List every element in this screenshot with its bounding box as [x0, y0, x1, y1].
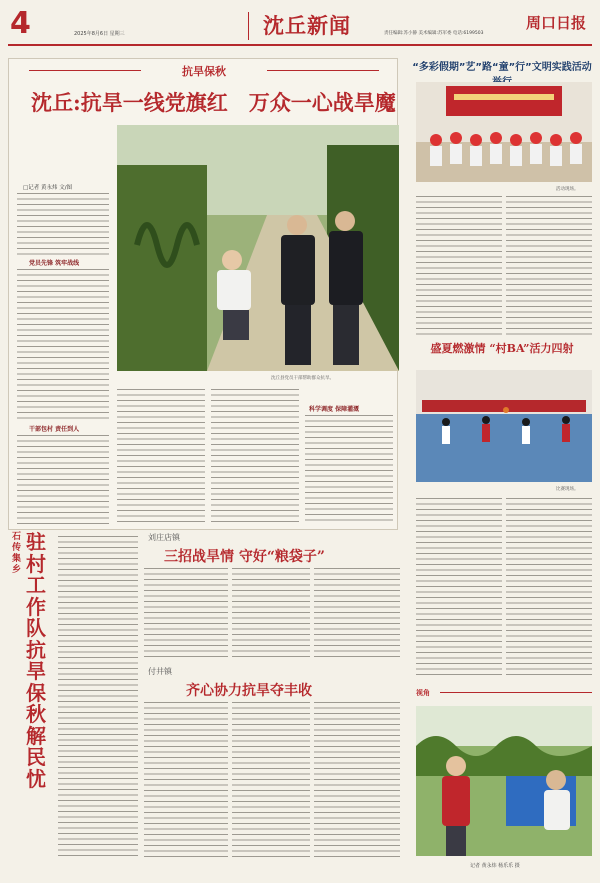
section-title: 沈丘新闻 [263, 13, 351, 38]
right-story2-text [416, 498, 502, 678]
right-headline-1: “多彩假期”艺”路“童”行”文明实践活动 [412, 62, 592, 73]
kicker-rule-left [29, 70, 141, 71]
basketball-photo-caption: 比赛现场。 [556, 487, 579, 492]
activity-photo-caption: 活动现场。 [556, 187, 579, 192]
subhead-3: 干部包村 责任到人 [29, 426, 80, 433]
story3-place: 付井镇 [148, 667, 172, 676]
body-text [305, 415, 393, 525]
story3-text [144, 702, 228, 860]
right-headline-2: 盛夏燃激情 “村BA”活力四射 [430, 342, 574, 355]
lead-kicker: 抗旱保秋 [182, 65, 226, 78]
story2-place: 刘庄店镇 [148, 533, 180, 542]
perspective-rule [440, 692, 592, 693]
subhead-2: 科学调度 保障灌溉 [309, 406, 360, 413]
perspective-section-label: 视角 [416, 689, 430, 697]
story2-headline: 三招战旱情 守好“粮袋子” [164, 549, 325, 565]
body-text [117, 389, 205, 525]
story3-text [232, 702, 310, 860]
farm-photo [416, 706, 592, 856]
story3-headline: 齐心协力抗旱夺丰收 [186, 683, 312, 699]
kicker-rule-right [267, 70, 379, 71]
body-text [17, 269, 109, 419]
masthead [8, 6, 592, 46]
lead-byline: □记者 黄永炜 文/图 [23, 185, 73, 191]
side-story-heading [10, 532, 54, 862]
masthead-divider [248, 12, 249, 40]
lead-headline: 沈丘:抗旱一线党旗红 万众一心战旱魔 [31, 90, 396, 115]
right-story1-text [506, 196, 592, 336]
lead-photo-caption: 沈丘县党员干部帮助群众抗旱。 [271, 376, 334, 381]
right-story2-text [506, 498, 592, 678]
farm-photo-caption: 记者 黄永炜 杨乐乐 摄 [470, 863, 520, 869]
activity-photo [416, 82, 592, 182]
body-text [17, 193, 109, 255]
side-story-text [58, 536, 138, 860]
subhead-1: 党员先锋 筑牢战线 [29, 260, 80, 267]
side-story-kicker: 石传集乡 [12, 532, 22, 575]
story2-text [232, 568, 310, 660]
story3-text [314, 702, 400, 860]
story2-text [144, 568, 228, 660]
issue-date: 2025年8月6日 星期三 [74, 31, 125, 37]
body-text [17, 435, 109, 525]
side-story-headline: 驻村工作队抗旱保秋解民忧 [26, 530, 46, 791]
page-number: 4 [10, 6, 31, 41]
body-text [211, 389, 299, 525]
lead-story [8, 58, 398, 530]
editor-credits: 责任编辑:苏小静 美术编辑:苏军委 电话:6199503 [384, 31, 484, 36]
story2-text [314, 568, 400, 660]
lead-photo [117, 125, 399, 371]
newspaper-logo: 周口日报 [526, 14, 587, 32]
right-story1-text [416, 196, 502, 336]
basketball-photo [416, 370, 592, 482]
